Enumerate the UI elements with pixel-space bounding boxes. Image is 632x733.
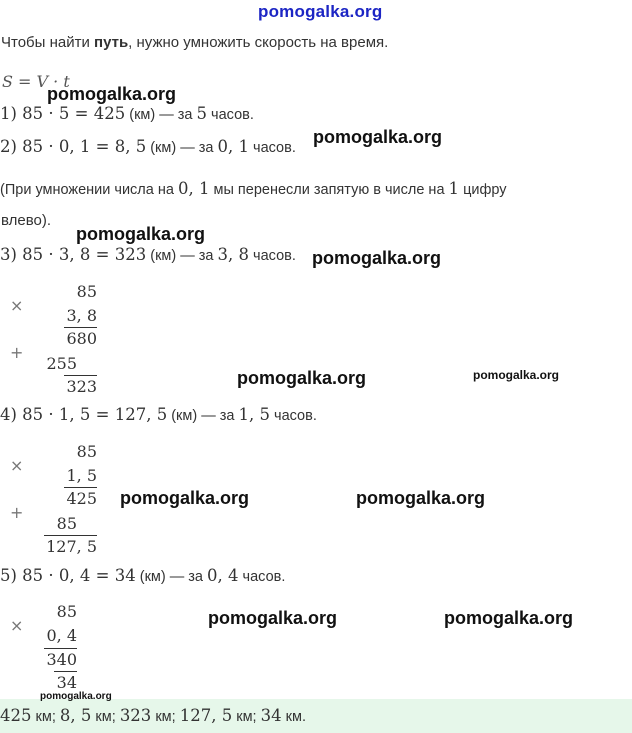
formula: S = V · t	[2, 72, 70, 91]
watermark-top: pomogalka.org	[258, 2, 383, 21]
times-sign: ×	[10, 456, 24, 475]
calc-4-a: 85	[76, 442, 97, 461]
watermark: pomogalka.org	[76, 224, 206, 244]
calc-5-a: 85	[56, 602, 77, 621]
line-4-math2: 1, 5	[238, 405, 270, 424]
times-sign: ×	[10, 296, 24, 315]
calc-4-res: 127, 5	[46, 537, 97, 556]
intro-suffix: , нужно умножить скорость на время.	[128, 34, 389, 51]
answer-v1: 425	[0, 706, 32, 725]
watermark: pomogalka.org	[40, 691, 112, 702]
watermark: pomogalka.org	[313, 127, 443, 147]
watermark: pomogalka.org	[120, 488, 250, 508]
calc-4-rule-2	[44, 535, 97, 536]
line-5-text: (км) — за	[135, 569, 208, 585]
watermark: pomogalka.org	[208, 608, 338, 628]
calc-4-b: 1, 5	[66, 466, 97, 485]
watermark: pomogalka.org	[356, 488, 486, 508]
line-1-math: 1) 85 · 5 = 425	[0, 104, 126, 123]
plus-sign: +	[10, 343, 24, 362]
line-2-text2: часов.	[249, 140, 296, 156]
answer-u2: км;	[91, 709, 120, 725]
line-1-math2: 5	[196, 104, 208, 123]
line-4	[0, 405, 317, 424]
line-4-math: 4) 85 · 1, 5 = 127, 5	[0, 405, 168, 424]
line-3-math2: 3, 8	[217, 245, 250, 264]
calc-4-p2: 85	[56, 514, 77, 533]
line-3-math: 3) 85 · 3, 8 = 323	[0, 245, 147, 264]
line-3-text2: часов.	[249, 248, 296, 264]
answer-u3: км;	[151, 709, 180, 725]
calc-4-p1: 425	[66, 489, 97, 508]
watermark: pomogalka.org	[473, 368, 560, 382]
watermark: pomogalka.org	[47, 84, 177, 104]
note-text-a: (При умножении числа на	[0, 182, 178, 198]
answer-u5: км.	[281, 709, 306, 725]
note-text-b: мы перенесли запятую в числе на	[209, 182, 449, 198]
calc-5-b: 0, 4	[46, 626, 77, 645]
plus-sign: +	[10, 503, 24, 522]
note-line-1	[0, 179, 507, 198]
calc-4-rule-1	[64, 487, 97, 488]
note-num-2: 1	[448, 179, 460, 198]
line-1	[0, 104, 254, 123]
line-4-text: (км) — за	[167, 408, 239, 424]
times-sign: ×	[10, 616, 24, 635]
calc-3-p2: 255	[46, 354, 77, 373]
intro-prefix: Чтобы найти	[1, 34, 95, 51]
line-4-text2: часов.	[270, 408, 317, 424]
calc-3-rule-1	[64, 327, 97, 328]
answer-u1: км;	[31, 709, 60, 725]
line-3-text: (км) — за	[146, 248, 218, 264]
line-2-math: 2) 85 · 0, 1 = 8, 5	[0, 137, 147, 156]
calc-5-res: 34	[56, 673, 77, 692]
calc-5-rule-1	[44, 648, 77, 649]
intro-bold: путь	[94, 34, 129, 51]
answer-v2: 8, 5	[59, 706, 92, 725]
calc-3-b: 3, 8	[66, 306, 97, 325]
answer-v3: 323	[119, 706, 152, 725]
note-text-c: цифру	[459, 182, 507, 198]
line-5	[0, 566, 285, 585]
line-1-text2: часов.	[207, 107, 254, 123]
watermark: pomogalka.org	[312, 248, 442, 268]
answer-text	[0, 706, 306, 725]
calc-3-a: 85	[76, 282, 97, 301]
line-3	[0, 245, 296, 264]
line-5-math: 5) 85 · 0, 4 = 34	[0, 566, 136, 585]
answer-v5: 34	[260, 706, 282, 725]
answer-u4: км;	[232, 709, 261, 725]
watermark: pomogalka.org	[444, 608, 574, 628]
calc-3-p1: 680	[66, 329, 97, 348]
line-2-text: (км) — за	[146, 140, 218, 156]
line-2-math2: 0, 1	[217, 137, 249, 156]
answer-v4: 127, 5	[179, 706, 233, 725]
calc-5-rule-2	[54, 671, 77, 672]
calc-3-res: 323	[66, 377, 97, 396]
line-1-text: (км) — за	[125, 107, 197, 123]
calc-3-rule-2	[64, 375, 97, 376]
calc-5-p1: 340	[46, 650, 77, 669]
line-5-math2: 0, 4	[207, 566, 239, 585]
watermark: pomogalka.org	[237, 368, 367, 388]
line-5-text2: часов.	[238, 569, 286, 585]
note-num-1: 0, 1	[177, 179, 210, 198]
note-line-2: влево).	[1, 212, 52, 229]
intro-text	[1, 34, 388, 51]
line-2	[0, 137, 296, 156]
